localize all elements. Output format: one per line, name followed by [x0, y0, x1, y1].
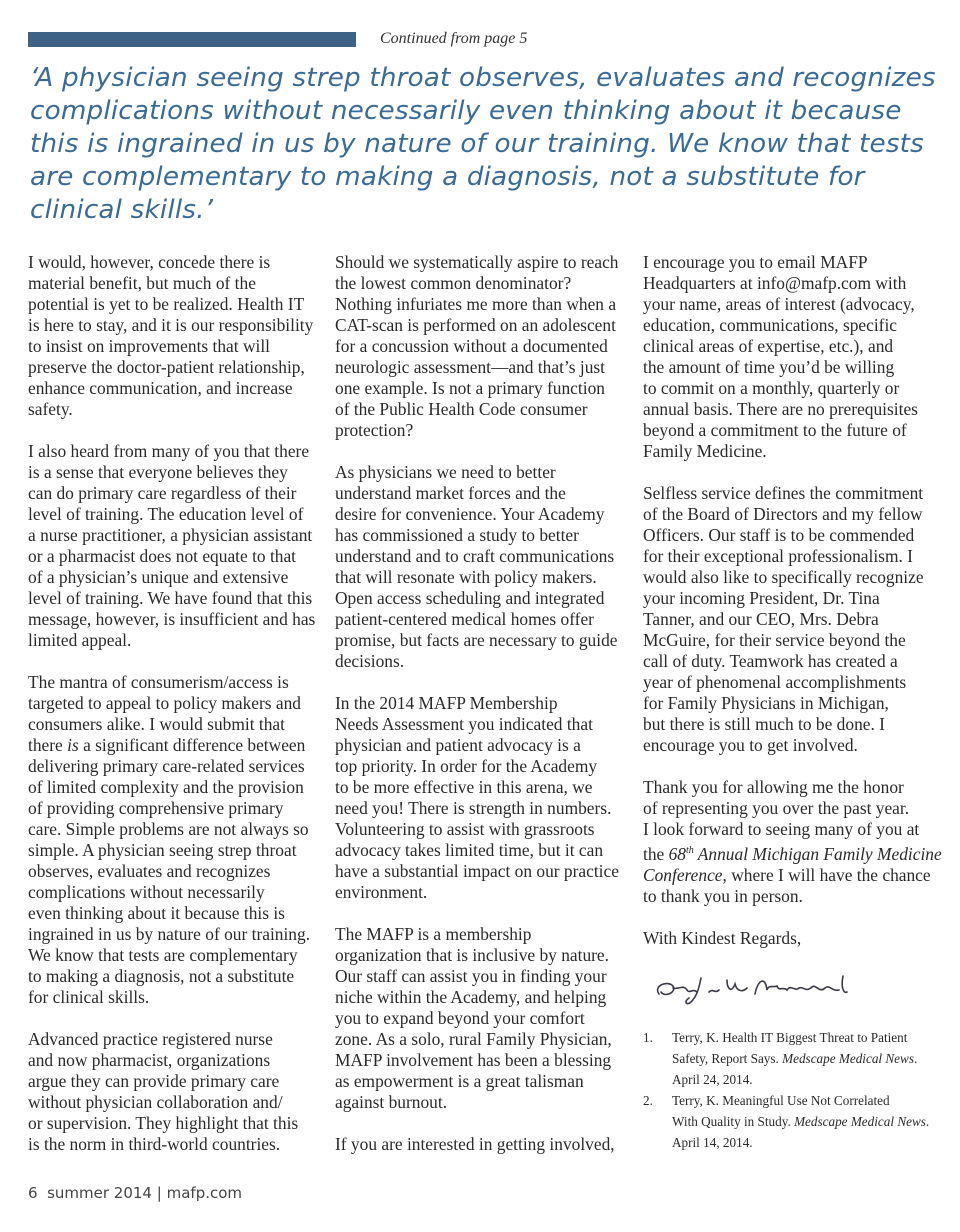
ordinal-number	[669, 844, 694, 864]
reference-source: Medscape Medical News	[782, 1050, 914, 1066]
paragraph: If you are interested in getting involved,	[335, 1134, 615, 1154]
reference-citation: Terry, K. Meaningful Use Not Correlated With Quality in Study.	[672, 1092, 890, 1129]
reference-text	[672, 1027, 943, 1090]
paragraph: The MAFP is a membership organization that is inclusive by nature. Our staff can assist you in finding your niche within the Academy, and helping you to expand beyond your comfort zone. As a solo, rural Family Physician, MAFP involvement has been a blessing as empowerment is a great talisman against burnout.	[335, 924, 612, 1112]
reference-date: . April 14, 2014.	[672, 1113, 930, 1150]
signature	[643, 966, 873, 1008]
reference-date: . April 24, 2014.	[672, 1050, 918, 1087]
article-column-3	[643, 252, 943, 1153]
ordinal-suffix: th	[685, 845, 694, 856]
emphasis: is	[67, 735, 79, 755]
text-run: , where I will have the chance to thank you in person.	[643, 864, 931, 906]
paragraph: As physicians we need to better understand market forces and the desire for convenience. Your Academy has commissioned a study to better understand and to craft communications that will resonate with policy makers. Open access scheduling and integrated patient-centered medical homes offer promise, but facts are necessary to guide decisions.	[335, 462, 618, 671]
conference-name: Annual Michigan Family Medicine Conference	[643, 843, 942, 885]
paragraph: Advanced practice registered nurse and now pharmacist, organizations argue they can provide primary care without physician collaboration and/ or supervision. They highlight that this is the norm in third-world countries.	[28, 1029, 299, 1154]
reference-number: 2.	[643, 1092, 653, 1108]
text-run: a significant difference between delivering primary care-related services of limited complexity and the provision of providing comprehensive primary care. Simple problems are not always so simple. A physician seeing strep throat observes, evaluates and recognizes complications without necessarily even thinking about it because this is ingrained in us by nature of our training. We know that tests are complementary to making a diagnosis, not a substitute for clinical skills.	[28, 735, 311, 1007]
issue-label: summer 2014	[47, 1184, 152, 1202]
reference-item	[643, 1090, 943, 1153]
paragraph: I encourage you to email MAFP Headquarters at info@mafp.com with your name, areas of interest (advocacy, education, communications, specific clinical areas of expertise, etc.), and the amount of time you’d be willing to commit on a monthly, quarterly or annual basis. There are no prerequisites beyond a commitment to the future of Family Medicine.	[643, 252, 918, 461]
footer-divider: |	[156, 1184, 162, 1202]
reference-number: 1.	[643, 1029, 653, 1045]
paragraph: In the 2014 MAFP Membership Needs Assessment you indicated that physician and patient advocacy is a top priority. In order for the Academy to be more effective in this arena, we need you! There is strength in numbers. Volunteering to assist with grassroots advocacy takes limited time, but it can have a substantial impact on our practice environment.	[335, 693, 619, 902]
page-number: 6	[28, 1184, 38, 1202]
header-accent-bar	[28, 32, 356, 47]
paragraph: Should we systematically aspire to reach the lowest common denominator? Nothing infuriates me more than when a CAT-scan is performed on an adolescent for a concussion without a documented neurologic assessment—and that’s just one example. Is not a primary function of the Public Health Code consumer protection?	[335, 252, 619, 440]
reference-item	[643, 1027, 943, 1090]
reference-source: Medscape Medical News	[794, 1113, 926, 1129]
paragraph: I would, however, concede there is material benefit, but much of the potential is yet to be realized. Health IT is here to stay, and it is our responsibility to insist on improvements that will preserve the doctor-patient relationship, enhance communication, and increase safety.	[28, 252, 314, 419]
page-footer	[28, 1184, 242, 1202]
paragraph	[643, 777, 943, 907]
text-run: The mantra of consumerism/access is targeted to appeal to policy makers and consumers alike. I would submit that there	[28, 672, 302, 755]
reference-list	[643, 1027, 943, 1153]
paragraph	[28, 672, 328, 1008]
text-run: Thank you for allowing me the honor of representing you over the past year. I look forward to seeing many of you at the	[643, 777, 920, 864]
site-link[interactable]: mafp.com	[166, 1184, 243, 1202]
closing-line: With Kindest Regards,	[643, 927, 802, 948]
article-column-2	[335, 252, 635, 1176]
article-column-1	[28, 252, 328, 1176]
paragraph: I also heard from many of you that there is a sense that everyone believes they can do primary care regardless of their level of training. The education level of a nurse practitioner, a physician assistant or a pharmacist does not equate to that of a physician’s unique and extensive level of training. We have found that this message, however, is insufficient and has limited appeal.	[28, 441, 316, 650]
ordinal-digits: 68	[668, 843, 686, 864]
continued-from-note: Continued from page 5	[380, 30, 528, 47]
paragraph: Selfless service defines the commitment of the Board of Directors and my fellow Officers. Our staff is to be commended for their exceptional professionalism. I would also like to specifically recognize your incoming President, Dr. Tina Tanner, and our CEO, Mrs. Debra McGuire, for their service beyond the call of duty. Teamwork has created a year of phenomenal accomplishments for Family Physicians in Michigan, but there is still much to be done. I encourage you to get involved.	[643, 483, 924, 755]
pull-quote: ‘A physician seeing strep throat observes, evaluates and recognizes complications without necessarily even thinking about it because this is ingrained in us by nature of our training. We know that tests are complementary to making a diagnosis, not a substitute for clinical skills.’	[30, 63, 936, 225]
reference-citation: Terry, K. Health IT Biggest Threat to Patient Safety, Report Says.	[672, 1029, 908, 1066]
reference-text	[672, 1090, 943, 1153]
